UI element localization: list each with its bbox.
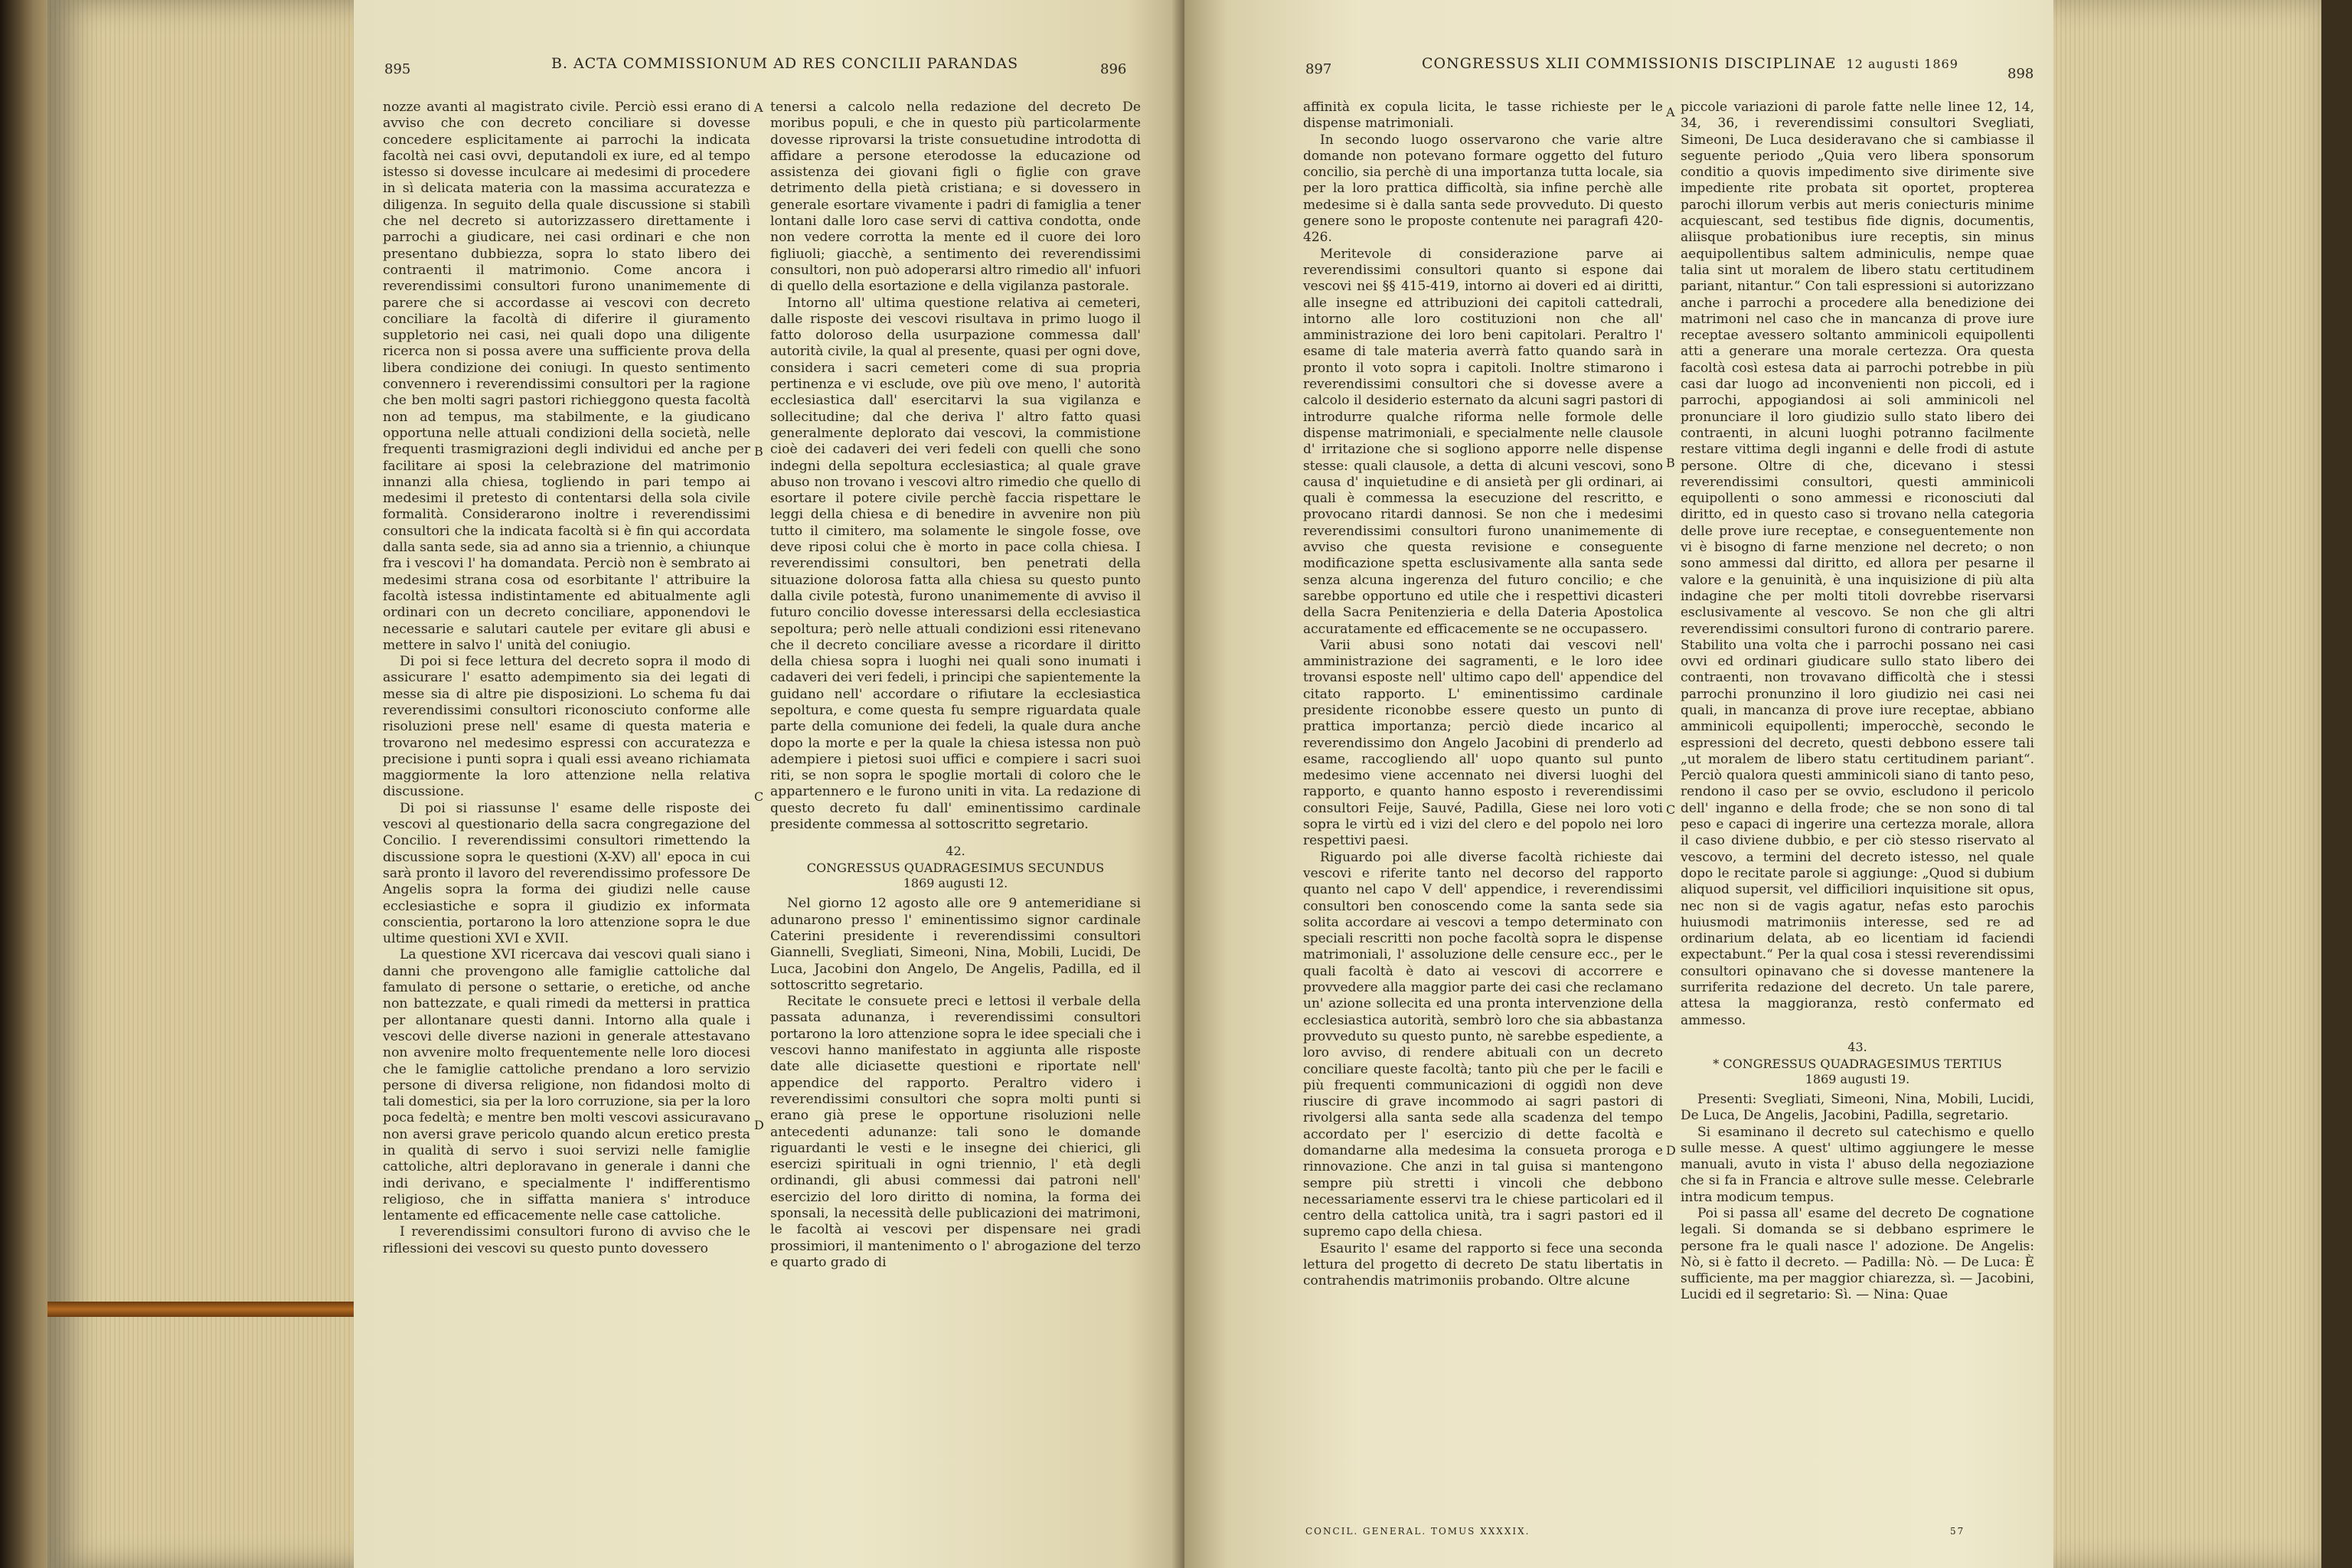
left-page [354,0,1184,1568]
section-title: CONGRESSUS QUADRAGESIMUS SECUNDUS [806,861,1105,876]
paragraph: Di poi si riassunse l' esame delle risposte dei vescovi al questionario della sacra congregazione del Concilio. I reverendissimi consultori rimettendo la discussione sopra le questioni (X-XV) all' epoca in cui sarà pronto il lavoro del reverendissimo professore De Angelis sopra la forma dei giudizi nelle cause ecclesiastiche e sopra il giudizio ex informata conscientia, portarono la loro attenzione sopra le due ultime questioni XVI e XVII. [383,800,750,947]
footer-volume-line: CONCIL. GENERAL. TOMUS XXXXIX. [1305,1526,1530,1537]
paragraph: Recitate le consuete preci e lettosi il verbale della passata adunanza, i reverendissimi consultori portarono la loro attenzione sopra le idee speciali che i vescovi hanno manifestato in aggiunta alle risposte date alle diciasette questioni e riportate nell' appendice del rapporto. Peraltro videro i reverendissimi consultori che sopra molti punti si erano già prese le opportune risoluzioni nelle antecedenti adunanze: tali sono le domande riguardanti le vesti e le insegne dei chierici, gli esercizi spirituali in ogni triennio, l' età degli ordinandi, gli abusi commessi dai patroni nell' esercizio del loro diritto di nomina, la forma dei sponsali, la necessità delle publicazioni dei matrimoni, le facoltà ai vescovi per dispensare nei gradi prossimiori, il mantenimento o l' abrogazione del terzo e quarto grado di [770,994,1141,1270]
margin-letter-d: D [754,1118,764,1132]
signature-mark: 57 [1950,1526,1965,1537]
page-block-right [2053,0,2352,1568]
book-cover-edge [0,0,47,1568]
column-2 [770,100,1141,1271]
section-date: 1869 augusti 19. [1805,1071,1910,1086]
right-page [1184,0,2053,1568]
paragraph: Meritevole di considerazione parve ai reverendissimi consultori quanto si espone dai vescovi nei §§ 415-419, intorno ai doveri ed ai diritti, alle insegne ed attribuzioni dei capitoli cattedrali, intorno alle loro costituzioni non che all' amministrazione dei loro beni capitolari. Peraltro l' esame di tale materia averrà fatto quando sarà in pronto il voto sopra i capitoli. Inoltre stimarono i reverendissimi consultori che si dovesse avere a calcolo il desiderio esternato da alcuni sagri pastori di introdurre qualche riforma nelle formole delle dispense matrimoniali, e specialmente nelle clausole d' irritazione che si sogliono apporre nelle dispense stesse: quali clausole, a detta di alcuni vescovi, sono causa d' inquietudine e di ansietà per gli ordinari, ai quali è commessa la esecuzione del rescritto, e provocano ritardi dannosi. Se non che i medesimi reverendissimi consultori furono unanimemente di avviso che questa revisione e conseguente modificazione spetta esclusivamente alla santa sede senza alcuna ingerenza del futuro concilio; e che sarebbe opportuno ed utile che i respettivi dicasteri della Sacra Penitenzieria e della Dateria Apostolica accuratamente ed efficacemente se ne occupassero. [1303,246,1663,637]
paragraph: Si esaminano il decreto sul catechismo e quello sulle messe. A quest' ultimo aggiungere le messe manuali, avuto in vista l' abuso della negoziazione che si fa in Francia e altrove sulle messe. Celebrarle intra modicum tempus. [1681,1124,2034,1205]
margin-letter-a: A [754,100,763,115]
paragraph: affinità ex copula licita, le tasse richieste per le dispense matrimoniali. [1303,100,1663,132]
paragraph: I reverendissimi consultori furono di avviso che le riflessioni dei vescovi su questo punto dovessero [383,1224,750,1256]
margin-letter-a: A [1666,105,1675,119]
bookmark-ribbon [47,1302,354,1317]
running-head-date: 12 augusti 1869 [1846,57,1958,71]
section-date: 1869 augusti 12. [903,876,1008,891]
column-3 [1303,100,1663,1290]
margin-letter-c: C [754,789,764,804]
margin-letter-c: C [1666,802,1676,817]
section-number: 42. [946,844,965,859]
paragraph: nozze avanti al magistrato civile. Perciò essi erano di avviso che con decreto conciliare si dovesse concedere esplicitamente ai parrochi la indicata facoltà nei casi ovvi, deputandoli ex iure, ed al tempo istesso si dovesse inculcare ai medesimi di procedere in sì delicata materia con la massima accuratezza e diligenza. In seguito della quale discussione si stabilì che nel decreto si autorizzassero direttamente i parrochi a giudicare, nei casi ordinari e che non presentano dubbiezza, sopra lo stato libero dei contraenti il matrimonio. Come ancora i reverendissimi consultori furono unanimemente di parere che si accordasse ai vescovi con decreto conciliare la facoltà di diferire il giuramento suppletorio nei casi, nei quali dopo una diligente ricerca non si possa avere una sufficiente prova della libera condizione dei coniugi. In questo sentimento convennero i reverendissimi consultori per la ragione che ben molti sagri pastori richieggono questa facoltà non ad tempus, ma stabilmente, e la giudicano opportuna nelle attuali condizioni della società, nelle frequenti trasmigrazioni degli individui ed anche per facilitare ai sposi la celebrazione del matrimonio innanzi alla chiesa, togliendo in pari tempo ai medesimi il pretesto di contentarsi della sola civile formalità. Considerarono inoltre i reverendissimi consultori che la indicata facoltà si è fin qui accordata dalla santa sede, sia ad anno sia a triennio, a chiunque fra i vescovi l' ha domandata. Perciò non è sembrato ai medesimi strana cosa od esorbitante l' attribuire la facoltà istessa indistintamente ed abitualmente agli ordinari con un decreto conciliare, apponendovi le necessarie e salutari cautele per evitare gli abusi e mettere in salvo l' unità del coniugio. [383,100,750,653]
page-number-896: 896 [1100,61,1127,77]
paragraph: Esaurito l' esame del rapporto si fece una seconda lettura del progetto di decreto De statu libertatis in contrahendis matrimoniis probando. Oltre alcune [1303,1240,1663,1289]
page-block-left [47,0,354,1568]
paragraph: La questione XVI ricercava dai vescovi quali siano i danni che provengono alle famiglie cattoliche dal famulato di persone o settarie, o eretiche, od anche non battezzate, e quali rimedi da mettersi in prattica per allontanare questi danni. Intorno alla quale i vescovi delle diverse nazioni in generale attestavano non avvenire molto frequentemente nelle loro diocesi che le famiglie cattoliche prendano a loro servizio persone di diversa religione, non fidandosi molto di tali domestici, sia per la loro corruzione, sia per la loro poca fedeltà; e mentre ben molti vescovi assicuravano non aversi grave pericolo quando alcun eretico presta in qualità di servo i suoi servizi nelle famiglie cattoliche, altri deploravano in generale i danni che indi derivano, e specialmente l' indifferentismo religioso, che in siffatta maniera s' introduce lentamente ed efficacemente nelle case cattoliche. [383,947,750,1224]
running-head-right [1422,55,1958,72]
paragraph: Varii abusi sono notati dai vescovi nell' amministrazione dei sagramenti, e le loro idee trovansi esposte nell' ultimo capo dell' appendice del citato rapporto. L' eminentissimo cardinale presidente riconobbe essere questo un punto di prattica importanza; perciò diede incarico al reverendissimo don Angelo Jacobini di prenderlo ad esame, raccogliendo all' uopo quanto sul punto medesimo viene accennato nei diversi luoghi del rapporto, e quanto hanno esposto i reverendissimi consultori Feije, Sauvé, Padilla, Giese nei loro voti sopra le virtù ed i vizi del clero e del popolo nei loro respettivi paesi. [1303,637,1663,849]
margin-letter-b: B [1666,456,1675,470]
running-head-left: B. ACTA COMMISSIONUM AD RES CONCILII PARANDAS [551,55,1019,72]
column-4 [1681,100,2034,1304]
paragraph: Poi si passa all' esame del decreto De cognatione legali. Si domanda se si debbano esprimere le persone fra le quali nasce l' adozione. De Angelis: Nò, si è fatto il decreto. — Padilla: Nò. — De Luca: È sufficiente, ma per maggior chiarezza, sì. — Jacobini, Lucidi ed il segretario: Sì. — Nina: Quae [1681,1206,2034,1303]
section-title: * CONGRESSUS QUADRAGESIMUS TERTIUS [1713,1056,2002,1071]
paragraph: Riguardo poi alle diverse facoltà richieste dai vescovi e riferite tanto nel decorso del rapporto quanto nel capo V dell' appendice, i reverendissimi consultori ben conoscendo come la santa sede sia solita accordare ai vescovi a tempo determinato con speciali rescritti non poche facoltà sopra le dispense matrimoniali, l' assoluzione delle censure ecc., per le quali facoltà è dato ai vescovi di accorrere e provvedere alla maggior parte dei casi che reclamano un' azione sollecita ed una pronta intervenzione della ecclesiastica autorità, sembrò loro che sia abbastanza provveduto su questo punto, nè sarebbe espediente, a loro avviso, di rendere abituali con un decreto conciliare queste facoltà; tanto più che per le facili e più frequenti communicazioni di oggidì non deve riuscire di grave incommodo ai sagri pastori di rivolgersi alla santa sede alla scadenza del tempo accordato per l' esercizio di dette facoltà e domandarne alla medesima la consueta proroga e rinnovazione. Che anzi in tal guisa si mantengono sempre più stretti i vincoli che debbono necessariamente esservi tra le chiese particolari ed il centro della cattolica unità, tra i sagri pastori ed il supremo capo della chiesa. [1303,849,1663,1240]
section-heading-43 [1681,1040,2034,1087]
paragraph: Nel giorno 12 agosto alle ore 9 antemeridiane si adunarono presso l' eminentissimo signor cardinale Caterini presidente i reverendissimi consultori Giannelli, Svegliati, Simeoni, Nina, Mobili, Lucidi, De Luca, Jacobini don Angelo, De Angelis, Padilla, ed il sottoscritto segretario. [770,896,1141,993]
book-cover-edge [2321,0,2352,1568]
margin-letter-b: B [754,444,763,459]
section-heading-42 [770,844,1141,891]
paragraph: In secondo luogo osservarono che varie altre domande non potevano formare oggetto del futuro concilio, sia perchè di una importanza tutta locale, sia per la loro prattica difficoltà, sia infine perchè alle medesime si è dalla santa sede provveduto. Di questo genere sono le proposte contenute nei paragrafi 420-426. [1303,132,1663,246]
page-number-895: 895 [384,61,411,77]
paragraph: Di poi si fece lettura del decreto sopra il modo di assicurare l' esatto adempimento sia dei legati di messe sia di altre pie disposizioni. Lo schema fu dai reverendissimi consultori riconosciuto conforme alle risoluzioni prese nell' esame di questa materia e trovarono nel medesimo espressi con accuratezza e precisione i punti sopra i quali essi aveano richiamata maggiormente la loro attenzione nella relativa discussione. [383,654,750,800]
paragraph: Intorno all' ultima questione relativa ai cemeteri, dalle risposte dei vescovi risultava in primo luogo il fatto doloroso della usurpazione commessa dall' autorità civile, la qual al presente, quasi per ogni dove, considera i sacri cemeteri come di sua propria pertinenza e vi esclude, ove più ove meno, l' autorità ecclesiastica dall' esercitarvi la sua vigilanza e sollecitudine; dal che deriva l' altro fatto quasi generalmente deplorato dai vescovi, la commistione cioè dei cadaveri dei veri fedeli con quelli che sono indegni della sepoltura ecclesiastica; al quale grave abuso non trovano i vescovi altro rimedio che quello di esortare il potere civile perchè faccia rispettare le leggi della chiesa e di benedire in avvenire non più tutto il cimitero, ma solamente le singole fosse, ove deve riposi colui che è morto in pace colla chiesa. I reverendissimi consultori, ben penetrati della situazione dolorosa fatta alla chiesa su questo punto dalla civile potestà, furono unanimemente di avviso il futuro concilio dovesse interessarsi della ecclesiastica sepoltura; però nelle attuali condizioni essi ritenevano che il decreto conciliare avesse a ricordare il diritto della chiesa sopra i luoghi nei quali sono inumati i cadaveri dei veri fedeli, i principi che sapientemente la guidano nell' accordare o rifiutare la ecclesiastica sepoltura, e come questa fu sempre riguardata quale parte della comunione dei fedeli, la quale dura anche dopo la morte e per la quale la chiesa istessa non può adempiere i pietosi suoi uffici e compiere i sacri suoi riti, se non sopra le spoglie mortali di coloro che le appartennero e le furono uniti in vita. La redazione di questo decreto fu dall' eminentissimo cardinale presidente commessa al sottoscritto segretario. [770,295,1141,833]
page-number-897: 897 [1305,61,1332,77]
section-number: 43. [1847,1039,1867,1054]
column-1 [383,100,750,1257]
running-head-title: CONGRESSUS XLII COMMISSIONIS DISCIPLINAE [1422,55,1837,72]
paragraph: tenersi a calcolo nella redazione del decreto De moribus populi, e che in questo più particolarmente dovesse riprovarsi la triste consuetudine introdotta di affidare a persone eterodosse la educazione od assistenza dei giovani figli o figlie con grave detrimento della pietà cristiana; e si dovessero in generale esortare vivamente i padri di famiglia a tener lontani dalle loro case servi di cattiva condotta, onde non vedere corrotta la mente ed il cuore dei loro figliuoli; giacchè, a sentimento dei reverendissimi consultori, non può adoperarsi altro rimedio all' infuori di quello della esortazione e della vigilanza pastorale. [770,100,1141,295]
paragraph: Presenti: Svegliati, Simeoni, Nina, Mobili, Lucidi, De Luca, De Angelis, Jacobini, Padilla, segretario. [1681,1091,2034,1124]
page-number-898: 898 [2007,66,2034,82]
paragraph: piccole variazioni di parole fatte nelle linee 12, 14, 34, 36, i reverendissimi consultori Svegliati, Simeoni, De Luca desideravano che si cambiasse il seguente periodo „Quia vero libera sponsorum conditio a quovis impedimento sive dirimente sive impediente rite probata sit oportet, propterea parochi illorum verbis aut meris coniecturis minime acquiescant, sed testibus fide dignis, documentis, aliisque probationibus iure receptis, sin minus aequipollentibus saltem adminiculis, nempe quae talia sint ut moralem de libero statu certitudinem pariant, nitantur.“ Con tali espressioni si autorizzano anche i parrochi a procedere alla benedizione dei matrimoni nel caso che in mancanza di prove iure receptae avessero soltanto amminicoli equipollenti atti a generare una morale certezza. Ora questa facoltà così estesa data ai parrochi potrebbe in più casi dar luogo ad inconvenienti non piccoli, ed i parrochi, appogiandosi ai soli amminicoli nel pronunciare il loro giudizio sullo stato libero dei contraenti, in alcuni luoghi potranno facilmente restare vittima degli inganni e delle frodi di astute persone. Oltre di che, dicevano i stessi reverendissimi consultori, questi amminicoli equipollenti o sono ammessi e riconosciuti dal diritto, ed in questo caso si trovano nella categoria delle prove iure receptae, e conseguentemente non vi è bisogno di farne menzione nel decreto; o non sono ammessi dal diritto, ed allora per pesarne il valore e la genuinità, è una inquisizione di più alta indagine che per molti titoli dovrebbe riservarsi esclusivamente al vescovo. Se non che gli altri reverendissimi consultori furono di contrario parere. Stabilito una volta che i parrochi possano nei casi ovvi ed ordinari giudicare sullo stato libero dei contraenti, non trovavano difficoltà che i stessi parrochi pronunzino il loro giudizio nei casi nei quali, in mancanza di prove iure receptae, abbiano amminicoli equipollenti; imperocchè, secondo le espressioni del decreto, questi debbono essere tali „ut moralem de libero statu certitudinem pariant“. Perciò qualora questi amminicoli siano di tanto peso, rendono il caso per se ovvio, escludono il pericolo dell' inganno e della frode; che se non sono di tal peso e capaci di ingerire una certezza morale, allora il caso diviene dubbio, e per ciò stesso riservato al vescovo, a termini del decreto istesso, nel quale dopo le recitate parole si aggiunge: „Quod si dubium aliquod supersit, vel difficiliori inquisitione sit opus, nec non si de vagis agatur, nefas esto parochis huiusmodi matrimoniis interesse, sed re ad ordinarium delata, ab eo licentiam id faciendi expectabunt.“ Per la qual cosa i stessi reverendissimi consultori opinavano che si dovesse mantenere la surriferita redazione del decreto. Un tale parere, attesa la maggioranza, restò confermato ed ammesso. [1681,100,2034,1028]
margin-letter-d: D [1666,1143,1676,1158]
